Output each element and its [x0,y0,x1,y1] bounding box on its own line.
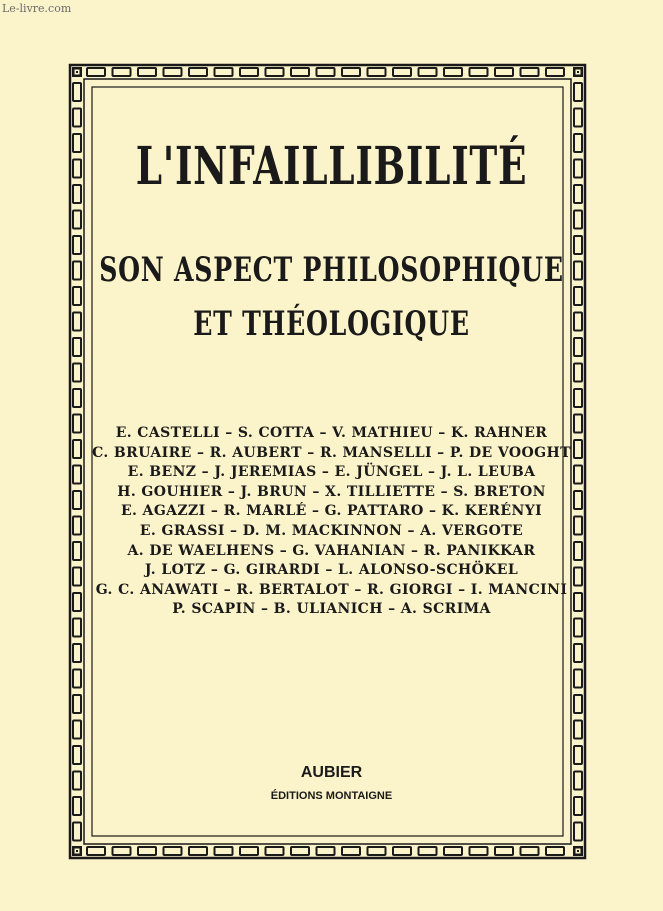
author-line: E. CASTELLI – S. COTTA – V. MATHIEU – K. RAHNER [115,425,548,441]
publisher-name: AUBIER [300,764,363,781]
author-line: C. BRUAIRE – R. AUBERT – R. MANSELLI – P. DE VOOGHT [92,444,571,461]
author-line: J. LOTZ – G. GIRARDI – L. ALONSO-SCHÖKEL [144,562,519,579]
subtitle-line-2: ET THÉOLOGIQUE [193,304,470,344]
subtitle-line-1: SON ASPECT PHILOSOPHIQUE [99,250,564,290]
author-line: E. BENZ – J. JEREMIAS – E. JÜNGEL – J. L. LEUBA [127,464,536,481]
publisher-imprint: ÉDITIONS MONTAIGNE [270,790,393,802]
author-line: E. GRASSI – D. M. MACKINNON – A. VERGOTE [139,522,524,539]
author-line: H. GOUHIER – J. BRUN – X. TILLIETTE – S. BRETON [117,483,546,500]
author-line: G. C. ANAWATI – R. BERTALOT – R. GIORGI – I. MANCINI [95,581,568,598]
author-line: A. DE WAELHENS – G. VAHANIAN – R. PANIKKAR [127,542,536,559]
author-line: E. AGAZZI – R. MARLÉ – G. PATTARO – K. KERÉNYI [120,503,543,520]
author-line: P. SCAPIN – B. ULIANICH – A. SCRIMA [172,601,491,618]
book-title: L'INFAILLIBILITÉ [135,136,528,197]
author-list [0,424,663,620]
site-watermark: Le-livre.com [2,2,72,15]
